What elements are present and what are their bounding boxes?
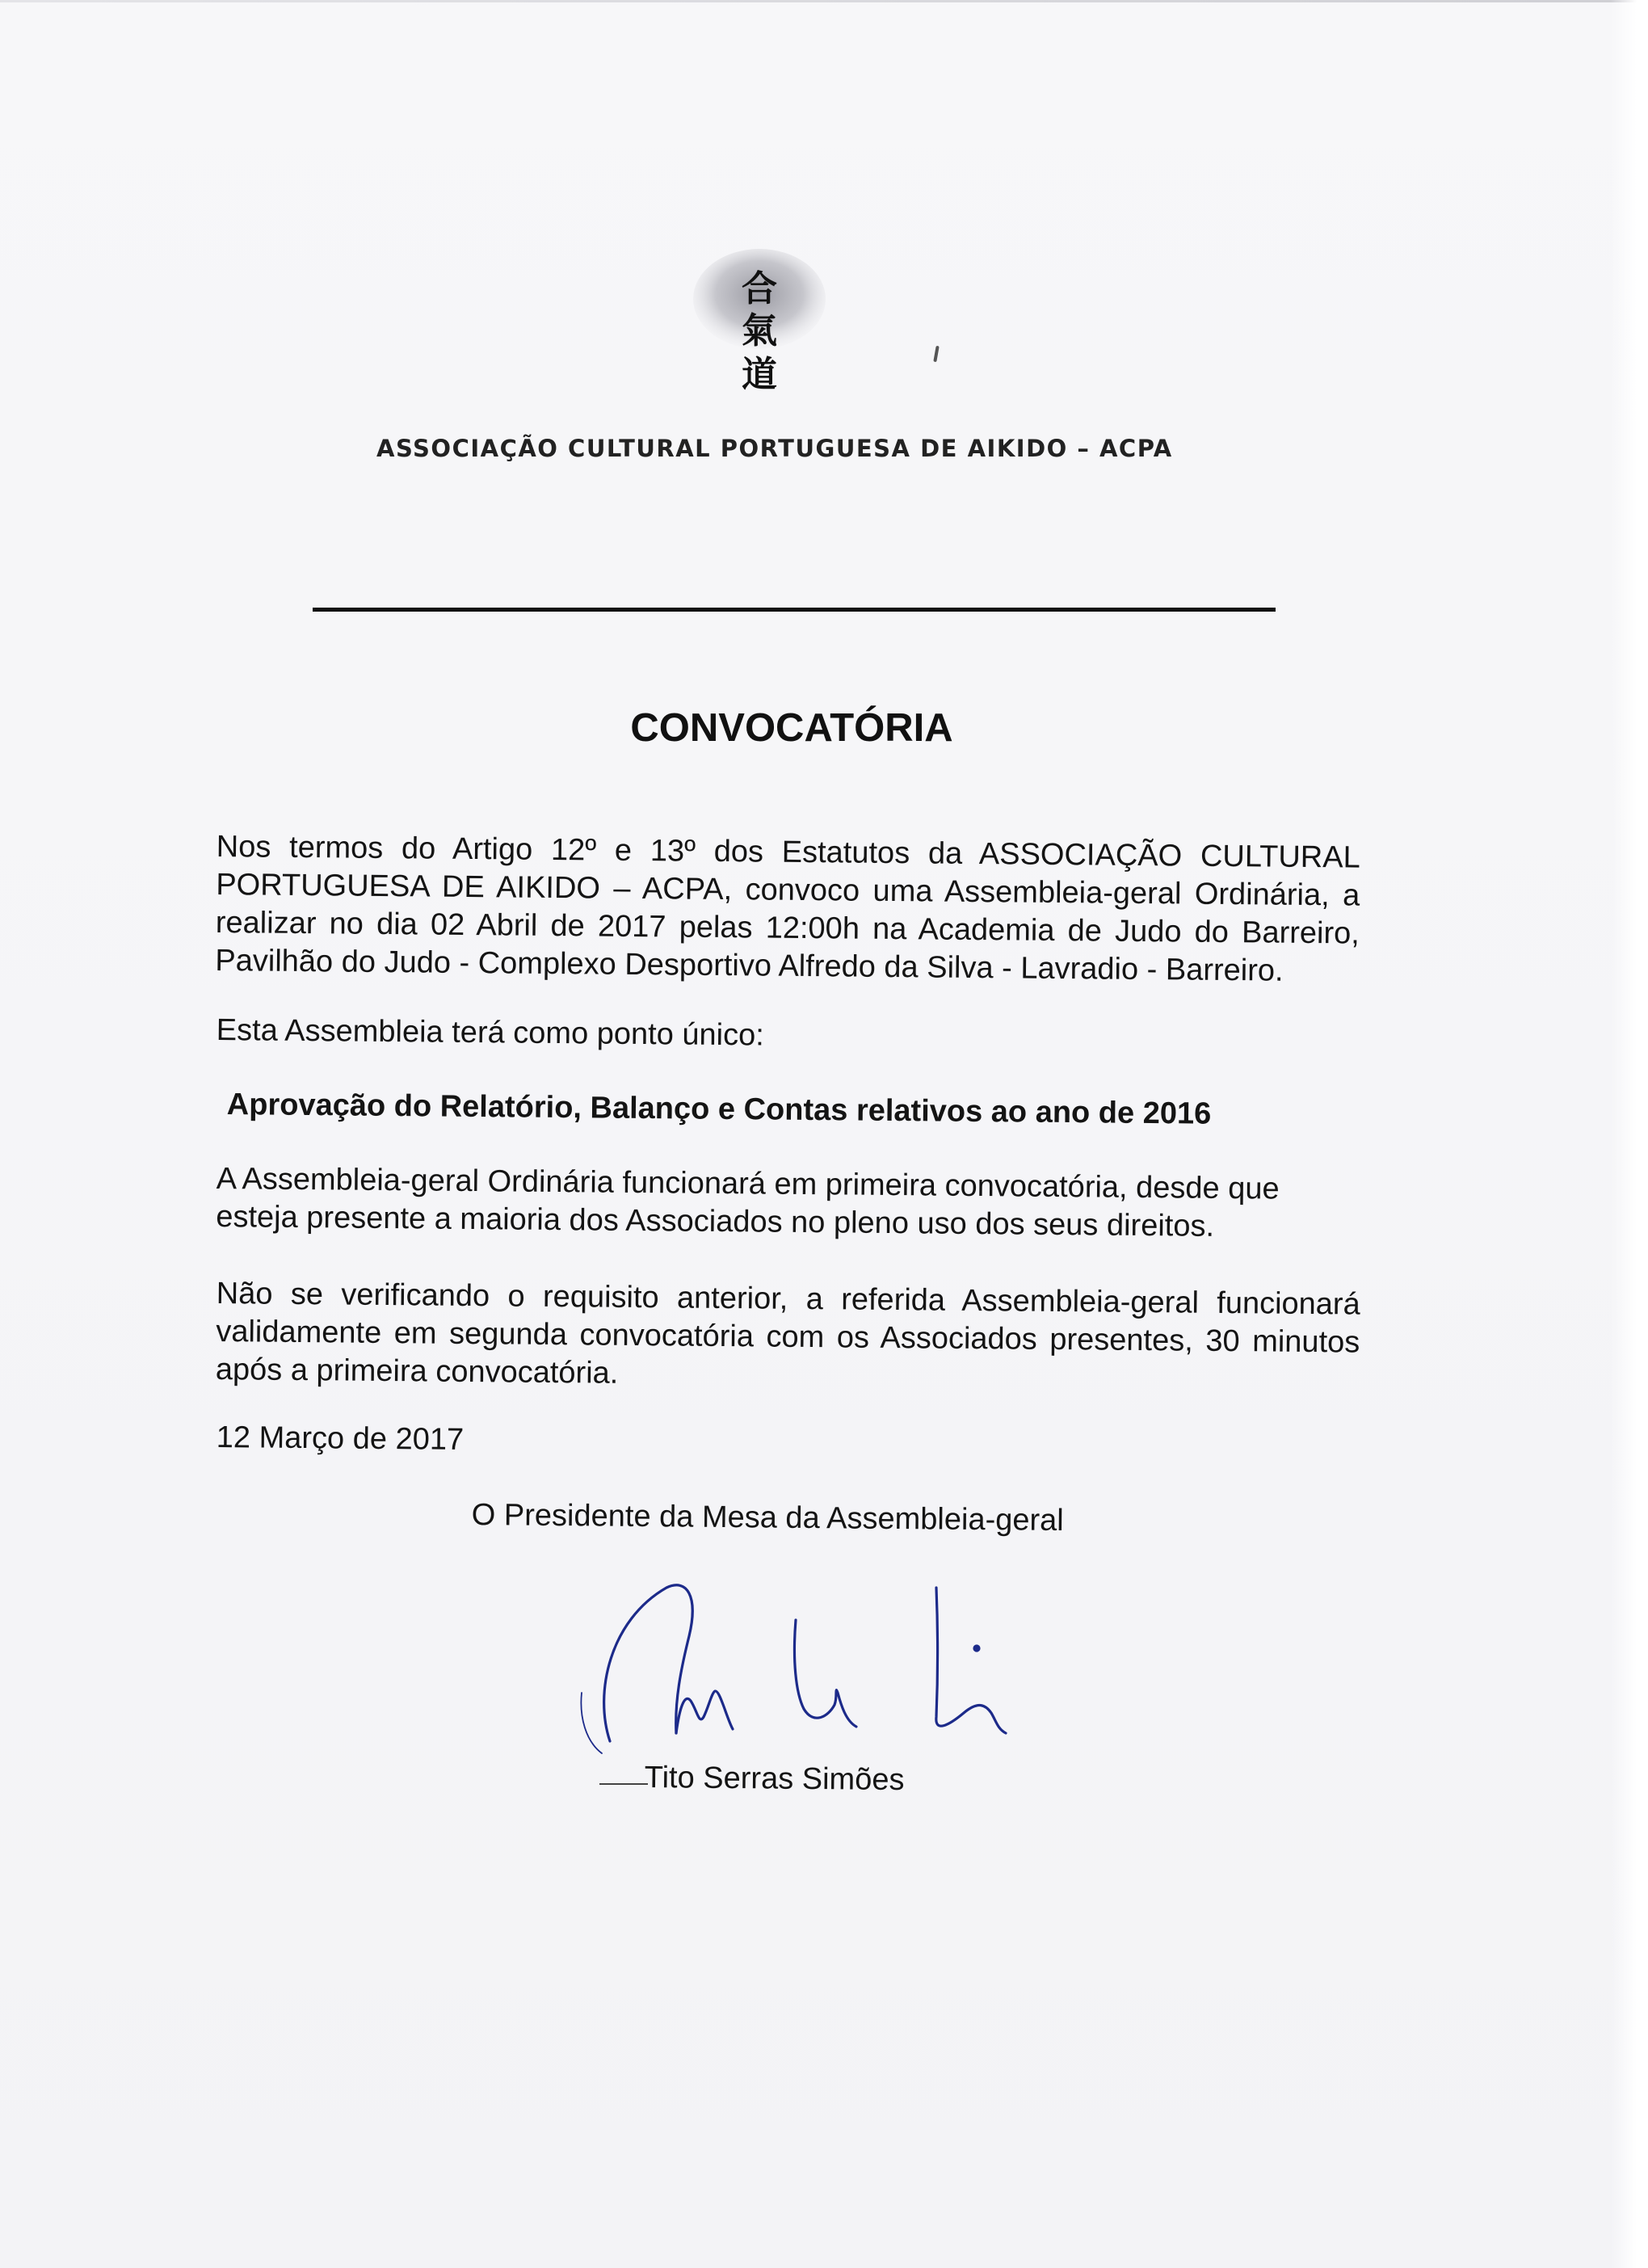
agenda-item: Aprovação do Relatório, Balanço e Contas relativos ao ano de 2016 (226, 1088, 1212, 1131)
first-call-paragraph: A Assembleia-geral Ordinária funcionará em primeira convocatória, desde que esteja presente a maioria dos Associados no pleno uso dos seus direitos. (216, 1161, 1280, 1243)
organization-name: ASSOCIAÇÃO CULTURAL PORTUGUESA DE AIKIDO – ACPA (376, 435, 1173, 462)
header-divider (313, 608, 1276, 612)
logo-glyph-do: 道 (742, 354, 777, 395)
document-date: 12 Março de 2017 (216, 1420, 465, 1457)
handwritten-signature (578, 1572, 1095, 1782)
logo-glyph-ai: 合 (742, 268, 777, 309)
document-title-text: CONVOCATÓRIA (630, 706, 953, 750)
signatory-name: Tito Serras Simões (644, 1761, 905, 1798)
aikido-logo (662, 242, 856, 412)
signatory-role: O Presidente da Mesa da Assembleia-geral (471, 1498, 1064, 1538)
intro-paragraph: Nos termos do Artigo 12º e 13º dos Estatutos da ASSOCIAÇÃO CULTURAL PORTUGUESA DE AIKIDO – ACPA, convoco uma Assembleia-geral Ordinária, a realizar no dia 02 Abril de 2017 pelas 12:00h na Academia de Judo do Barreiro, Pavilhão do Judo - Complexo Desportivo Alfredo da Silva - Lavradio - Barreiro. (215, 829, 1360, 988)
document-title (0, 705, 1583, 751)
agenda-intro: Esta Assembleia terá como ponto único: (216, 1012, 764, 1053)
logo-glyph-ki: 氣 (742, 310, 777, 351)
scan-mark (933, 346, 939, 362)
scan-top-edge (0, 0, 1648, 2)
second-call-paragraph: Não se verificando o requisito anterior, a referida Assembleia-geral funcionará validamente em segunda convocatória com os Associados presentes, 30 minutos após a primeira convocatória. (215, 1276, 1360, 1391)
signature-tail (599, 1782, 648, 1786)
